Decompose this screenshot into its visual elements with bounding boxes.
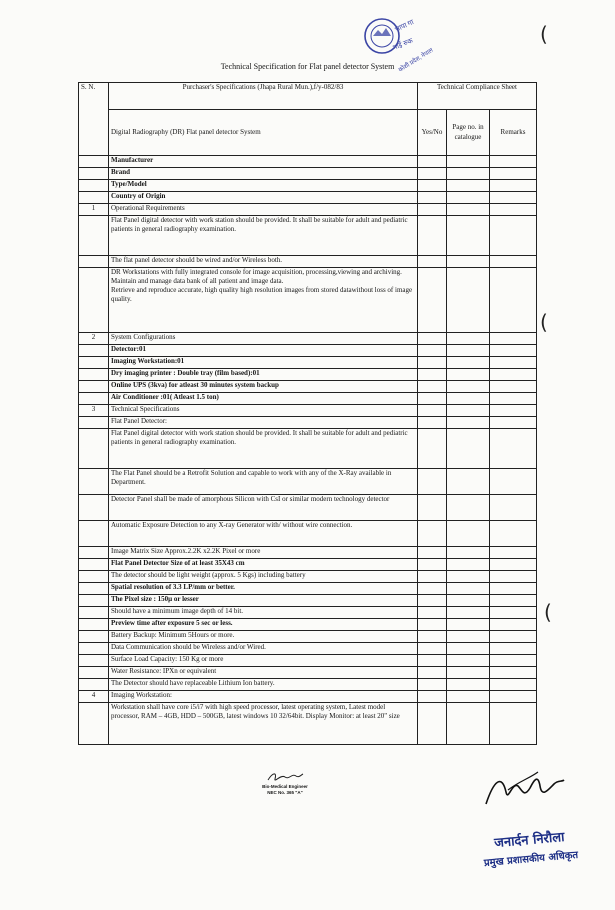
row-tech-4: Automatic Exposure Detection to any X-ray Generator with/ without wire connection. [109,521,418,547]
row-number: 2 [79,333,109,345]
row-number: 4 [79,691,109,703]
row-op-3b: Retrieve and reproduce accurate, high quality high resolution images from stored datawithout loss of image quality. [111,286,413,304]
engineer-stamp [245,770,325,796]
header-compliance: Technical Compliance Sheet [418,83,537,110]
row-type-model: Type/Model [109,180,418,192]
officer-designation: प्रमुख प्रशासकीय अधिकृत [483,849,579,870]
row-tech-3: Detector Panel shall be made of amorphous Silicon with CsI or similar modern technology detector [109,495,418,521]
officer-name: जनार्दन निरौला [493,829,566,852]
seal-text-2: माई रुक [391,36,414,52]
row-tech-5: Image Matrix Size Approx.2.2K x2.2K Pixel or more [109,547,418,559]
margin-mark: ( [540,22,548,46]
row-cfg-workstation: Imaging Workstation:01 [109,357,418,369]
seal-text-3: कोशी प्रदेश, नेपाल [397,47,435,74]
engineer-signature [265,770,305,784]
row-ws-1: Workstation shall have core i5/i7 with high speed processor, latest operating system, Latest model processor, RAM – 4GB, HDD – 500GB, latest windows 10 32/64bit. Display Monitor: at least 20" size [109,703,418,745]
header-purchaser-spec: Purchaser's Specifications (Jhapa Rural Mun.),f/y-082/83 [109,83,418,110]
engineer-title: Bio-Medical Engineer [262,784,308,789]
spec-table [78,82,537,745]
row-technical-spec: Technical Specifications [109,405,418,417]
row-brand: Brand [109,168,418,180]
office-seal-stamp [352,12,444,90]
row-number: 1 [79,204,109,216]
row-number: 3 [79,405,109,417]
row-tech-6: Flat Panel Detector Size of at least 35X43 cm [109,559,418,571]
row-cfg-ups: Online UPS (3kva) for atleast 30 minutes system backup [109,381,418,393]
engineer-reg-no: NEC No. 365 "A" [267,789,303,795]
officer-signature [478,760,568,815]
row-country: Country of Origin [109,192,418,204]
header-remarks: Remarks [490,110,537,156]
row-operational-req: Operational Requirements [109,204,418,216]
row-tech-7: The detector should be light weight (approx. 5 Kgs) including battery [109,571,418,583]
officer-stamp [454,824,606,872]
row-tech-13: Data Communication should be Wireless and/or Wired. [109,643,418,655]
document-title: Technical Specification for Flat panel detector System [220,62,395,71]
margin-mark: ( [544,600,552,624]
row-system-config: System Configurations [109,333,418,345]
row-fpd-heading: Flat Panel Detector: [109,417,418,429]
row-op-3 [109,268,418,333]
row-cfg-detector: Detector:01 [109,345,418,357]
row-tech-10: Should have a minimum image depth of 14 bit. [109,607,418,619]
row-tech-11: Preview time after exposure 5 sec or less. [109,619,418,631]
row-tech-8: Spatial resolution of 3.3 LP/mm or better. [109,583,418,595]
seal-text-1: भापा गा [393,18,415,34]
header-yes-no: Yes/No [418,110,447,156]
row-tech-9: The Pixel size : 150μ or lesser [109,595,418,607]
header-page-no: Page no. in catalogue [447,110,490,156]
row-op-3a: DR Workstations with fully integrated console for image acquisition, processing,viewing and archiving. Maintain and manage data bank of all patient and image data. [111,268,402,286]
header-sn: S. N. [79,83,109,156]
row-tech-15: Water Resistance: IPXn or equivalent [109,667,418,679]
row-tech-16: The Detector should have replaceable Lithium Ion battery. [109,679,418,691]
row-cfg-ac: Air Conditioner :01( Atleast 1.5 ton) [109,393,418,405]
row-cfg-printer: Dry imaging printer : Double tray (film based):01 [109,369,418,381]
row-tech-14: Surface Load Capacity: 150 Kg or more [109,655,418,667]
row-tech-1: Flat Panel digital detector with work station should be provided. It shall be suitable for adult and pediatric patients in general radiography examination. [109,429,418,469]
row-op-2: The flat panel detector should be wired and/or Wireless both. [109,256,418,268]
row-tech-12: Battery Backup: Minimum 5Hours or more. [109,631,418,643]
row-tech-2: The Flat Panel should be a Retrofit Solution and capable to work with any of the X-Ray available in Department. [109,469,418,495]
row-imaging-workstation: Imaging Workstation: [109,691,418,703]
row-op-1: Flat Panel digital detector with work station should be provided. It shall be suitable for adult and pediatric patients in general radiography examination. [109,216,418,256]
margin-mark: ( [540,310,548,334]
header-system: Digital Radiography (DR) Flat panel detector System [109,110,418,156]
row-manufacturer: Manufacturer [109,156,418,168]
